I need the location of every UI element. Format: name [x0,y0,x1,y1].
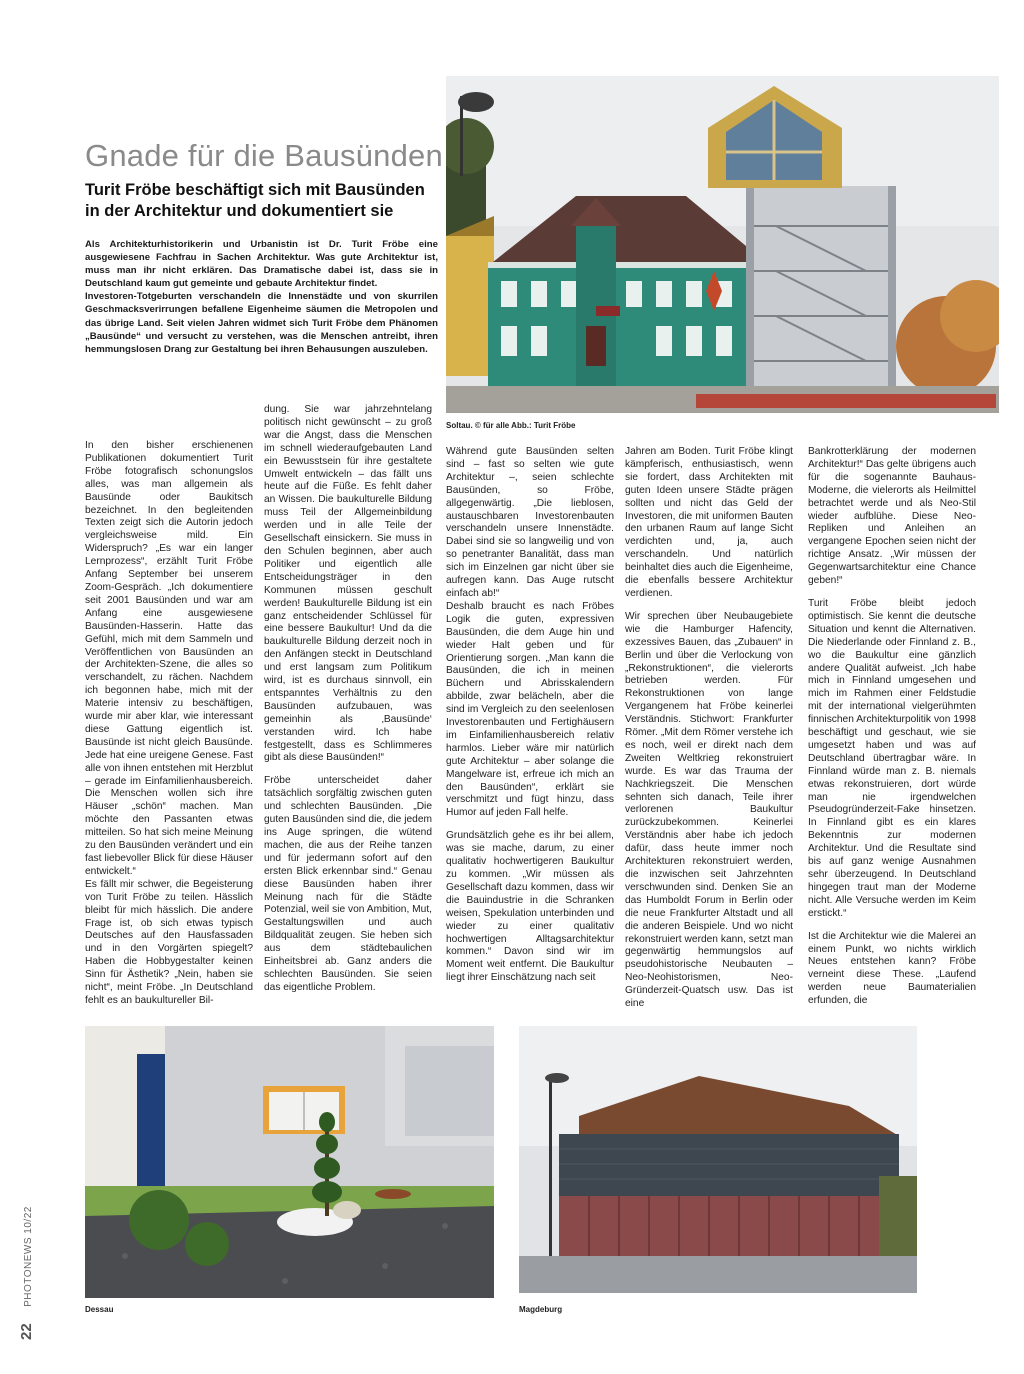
text-column-2 [264,404,432,995]
body-paragraph: In den bisher erschienenen Publikationen dokumentiert Turit Fröbe fotografisch schonungslos alles, was man allgemein als Bausünde oder Baukitsch bezeichnet. In den begleitenden Texten zeigt sich die Autorin jedoch vergleichsweise mild. Ein Widerspruch? „Es war ein langer Lernprozess“, erzählt Turit Fröbe Anfang September bei unserem Zoom-Gespräch. „Ich dokumentiere seit 2001 Bausünden und war am Anfang eine ausgewiesene Bausünden-Hasserin. Hatte das Gefühl, mich mit dem Sammeln und Veröffentlichen von Bausünden an der Architekten-Szene, die alles so verschandelt, zu rächen. Nachdem ich begonnen habe, mich mit der Materie intensiv zu beschäftigen, wurde mir aber klar, wie interessant diese Gattung eigentlich ist. Bausünde ist nicht gleich Bausünde. Jede hat eine ureigene Genese. Fast alle von ihnen entstehen mit Herzblut – gerade im Einfamilienhausbereich. Die Menschen wollen sich ihre Häuser „schön“ machen. Man möchte den Passanten etwas mitteilen. So hat sich meine Meinung zu den Bausünden verändert und ein fast liebevoller Blick für diese Häuser entwickelt.“ [85,440,253,877]
text-column-5 [808,446,976,1008]
caption-dessau: Dessau [85,1305,114,1314]
caption-magdeburg: Magdeburg [519,1305,563,1314]
body-paragraph: Deshalb braucht es nach Fröbes Logik die guten, expressiven Bausünden, die dem Auge hin und wieder Halt geben und für Orientierung sorgen. „Man kann die Bausünden, die ich in meinen Büchern und Abrisskalendern abbilde, zwar belächeln, aber die sind im Vergleich zu den seelenlosen Investorenbauten und Fertighäusern im Einfamilienhausbereich relativ harmlos. Lieber wäre mir natürlich gute Architektur – aber solange die Mangelware ist, erfreue ich mich an den Bausünden“, erklärt sie verschmitzt und fügt hinzu, dass Humor auf jeden Fall helfe. [446,600,614,819]
body-paragraph: Wir sprechen über Neubaugebiete wie die Hamburger Hafencity, exzessives Bauen, das „Zubauen“ in Berlin und über die Verlockung von „Rekonstruktionen“, die vielerorts betrieben werden. Für Rekonstruktionen von lange Vergangenem hat Fröbe keinerlei Verständnis. Stichwort: Frankfurter Römer. „Mit dem Römer verstehe ich es noch, weil er direkt nach dem Zweiten Weltkrieg rekonstruiert wurde. Es war das Trauma der Nachkriegszeit. Die Menschen sehnten sich danach, Teile ihrer verlorenen Baukultur zurückzubekommen. Keinerlei Verständnis aber habe ich jedoch dafür, dass heute immer noch Architekturen rekonstruiert werden, die inzwischen seit Jahrzehnten verschwunden sind. Denken Sie an das Humboldt Forum in Berlin oder die neue Frankfurter Altstadt und all die anderen Beispiele. Und wo nicht rekonstruiert werden kann, setzt man gegenwärtig hemmungslos auf pseudohistorische Neubauten – Neo-Neohistorismen, Neo-Gründerzeit-Quatsch usw. Das ist eine [625,610,793,1010]
body-paragraph: Turit Fröbe bleibt jedoch optimistisch. Sie kennt die deutsche Situation und kennt die Alternativen. Die Niederlande oder Finnland z. B., wo die Baukultur eine gänzlich andere Qualität aufweist. „Ich habe mich in Finnland umgesehen und mich im Rahmen einer Feldstudie mit der international vielgerühmten finnischen Architekturpolitik von 1998 beschäftigt und geschaut, wie sie umgesetzt haben und was auf Deutschland übertragbar wäre. In Finnland würde man z. B. niemals etwas rekonstruieren, dort würde man nie irgendwelchen Pseudogründerzeit-Fake hinsetzen. In Finnland gibt es ein klares Bekenntnis zur modernen Architektur. Und die Resultate sind bis auf ganz wenige Ausnahmen sehr überzeugend. In Deutschland hingegen traut man der Moderne nicht. Alle Versuche werden im Keim erstickt.“ [808,597,976,919]
page-number: 22 [18,1323,35,1340]
page-footer [18,1190,38,1340]
article-title: Gnade für die Bausünden [85,138,443,173]
text-column-1 [85,440,253,1008]
text-column-4 [625,446,793,1011]
body-paragraph: Ist die Architektur wie die Malerei an einem Punkt, wo nichts wirklich Neues entstehen kann? Fröbe verneint diese These. „Laufend werden neue Baumaterialien erfunden, die [808,930,976,1007]
lead-paragraph [85,238,438,356]
photo-dessau [85,1026,494,1298]
lead-text-1: Als Architekturhistorikerin und Urbanistin ist Dr. Turit Fröbe eine ausgewiesene Fachfrau in Sachen Architektur. Was gute Architektur ist, muss man ihr nicht erklären. Das Dramatische dabei ist, dass sie in Deutschland kaum gut gemeinte und gebaute Architektur findet. [85,239,438,290]
article-subtitle: Turit Fröbe beschäftigt sich mit Bausünden in der Architektur und dokumentiert sie [85,181,425,220]
photo-magdeburg [519,1026,917,1293]
body-paragraph: Während gute Bausünden selten sind – fast so selten wie gute Architektur –, seien schlechte Bausünden, so Fröbe, allgegenwärtig. „Die lieblosen, austauschbaren Investorenbauten verschandeln unsere Innenstädte. Dabei sind sie so langweilig und von so penetranter Banalität, dass man sich im Einzelnen gar nicht über sie aufregen kann. Das Auge rutscht einfach ab!“ [446,446,614,599]
caption-soltau: Soltau. © für alle Abb.: Turit Fröbe [446,421,576,430]
text-column-3 [446,446,614,985]
magazine-issue: PHOTONEWS 10/22 [23,1206,34,1307]
body-paragraph: dung. Sie war jahrzehntelang politisch nicht gewünscht – zu groß war die Angst, dass die Menschen im schnell wiederaufgebauten Land ein Bewusstsein für ihre gestaltete Umwelt entwickeln – das fällt uns heute auf die Füße. Es fehlt daher an Wissen. Die baukulturelle Bildung muss Teil der Allgemeinbildung werden und in alle Teile der Gesellschaft einsickern. Sie muss in den Schulen beginnen, aber auch Politiker und eigentlich alle Entscheidungsträger in den Kommunen müssen geschult werden! Baukulturelle Bildung ist ein ganz entscheidender Schlüssel für eine bessere Baukultur! Und da die baukulturelle Bildung derzeit noch in den Anfängen steckt in Deutschland und erst langsam zum Politikum wird, ist es durchaus sinnvoll, ein entspanntes Verhältnis zu den Bausünden aufzubauen, was gemeinhin als ‚Bausünde‘ verstanden wird. Ich habe festgestellt, dass es Schlimmeres gibt als diese Bausünden!“ [264,404,432,764]
body-paragraph: Es fällt mir schwer, die Begeisterung von Turit Fröbe zu teilen. Hässlich bleibt für mich hässlich. Die andere Frage ist, ob sich etwas typisch Deutsches auf den Hausfassaden und in den Vorgärten spiegelt? Haben die Hobbygestalter keinen Sinn für Ästhetik? „Nein, haben sie nicht“, meint Fröbe. „In Deutschland fehlt es an baukultureller Bil- [85,878,253,1006]
body-paragraph: Fröbe unterscheidet daher tatsächlich sorgfältig zwischen guten und schlechten Bausünden. „Die guten Bausünden sind die, die jedem ins Auge springen, die wütend machen, die aus der Reihe tanzen und für jedermann sofort auf den ersten Blick erkennbar sind.“ Genau diese Bausünden haben ihrer Meinung nach für die Städte Potenzial, weil sie von Ambition, Mut, Gestaltungswillen und auch Bildqualität zeugen. Sie heben sich aus dem städtebaulichen Einheitsbrei ab. Ganz anders die schlechten Bausünden. Sie seien das eigentliche Problem. [264,775,432,993]
photo-soltau [446,76,999,413]
body-paragraph: Grundsätzlich gehe es ihr bei allem, was sie mache, darum, zu einer qualitativ hochwertigeren Baukultur zu kommen. „Wir müssen als Gesellschaft dazu kommen, dass wir die Bauindustrie in die Schranken weisen, Spekulation unterbinden und wieder zu einer qualitativ hochwertigen Alltagsarchitektur kommen.“ Davon sind wir im Moment weit entfernt. Die Baukultur liegt ihrer Einschätzung nach seit [446,830,614,984]
lead-text-2: Investoren-Totgeburten verschandeln die Innenstädte und von skurrilen Geschmacksverirrungen befallene Eigenheime säumen die Metropolen und das übrige Land. Seit vielen Jahren widmet sich Turit Fröbe dem Phänomen „Bausünde“ und versucht zu verstehen, was die Menschen antreibt, ihren hemmungslosen Drang zur Gestaltung bei ihren Behausungen auszuleben. [85,291,438,355]
body-paragraph: Bankrotterklärung der modernen Architektur!“ Das gelte übrigens auch für die sogenannte Bauhaus-Moderne, die vielerorts als Heilmittel betrachtet werde und als Neo-Stil wieder aufblühe. Diese Neo-Repliken und Anleihen an vergangene Epochen seien nicht der richtige Ansatz. „Wir müssen der Gegenwartsarchitektur eine Chance geben!“ [808,446,976,587]
body-paragraph: Jahren am Boden. Turit Fröbe klingt kämpferisch, enthusiastisch, wenn sie fordert, dass Architekten mit guten Ideen unsere Städte prägen sollten und nicht das Geld der Investoren, die mit uniformen Bauten den urbanen Raum auf lange Sicht verdichten und, ja, auch verschandeln. Und natürlich beinhaltet dies auch die Eigenheime, die ebenfalls bessere Architektur verdienen. [625,446,793,599]
